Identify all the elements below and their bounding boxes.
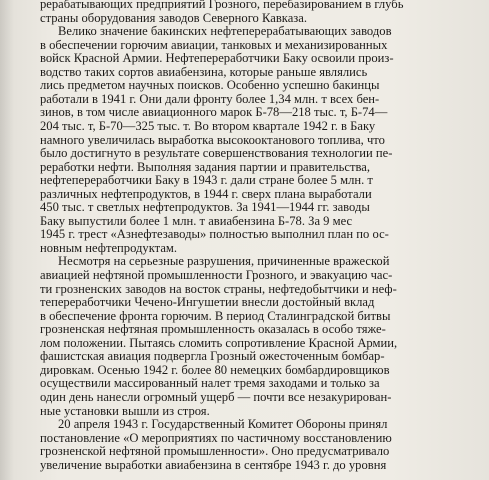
text-line: страны оборудования заводов Северного Кавказа. <box>40 10 308 25</box>
text-line: нефтепереработчики Баку в 1943 г. дали стране более 5 млн. т <box>40 173 373 188</box>
text-line: различных нефтепродуктов, в 1944 г. сверх плана выработали <box>40 186 372 201</box>
text-line: лом положении. Пытаясь сломить сопротивление Красной Армии, <box>40 335 398 350</box>
text-line: один день нанесли огромный ущерб — почти все незакурирован- <box>40 389 392 404</box>
text-line: дировкам. Осенью 1942 г. более 80 немецких бомбардировщиков <box>40 362 390 377</box>
text-line: было достигнуто в результате совершенствования технологии пе- <box>40 146 393 161</box>
text-line: намного увеличилась выработка высокооктанового топлива, что <box>40 132 385 147</box>
text-line: 204 тыс. т, Б-70—325 тыс. т. Во втором квартале 1942 г. в Баку <box>40 118 376 133</box>
text-line: водство таких сортов авиабензина, которые раньше являлись <box>40 64 368 79</box>
text-line: 450 тыс. т светлых нефтепродуктов. За 1941—1944 гг. заводы <box>40 200 370 215</box>
text-line: тепереработчики Чечено-Ингушетии внесли достойный вклад <box>40 295 375 310</box>
text-line: ти грозненских заводов на восток страны, нефтедобытчики и неф- <box>40 281 397 296</box>
text-line: новным нефтепродуктам. <box>40 240 178 255</box>
text-line: в обеспечение фронта горючим. В период Сталинградской битвы <box>40 308 391 323</box>
text-line: 20 апреля 1943 г. Государственный Комитет Обороны принял <box>58 417 388 432</box>
text-line: авиацией нефтяной промышленности Грозного, и эвакуацию час- <box>40 268 393 282</box>
text-line: Баку выпустили более 1 млн. т авиабензина Б-78. За 9 мес <box>40 213 353 228</box>
text-line: увеличение выработки авиабензина в сентябре 1943 г. до уровня <box>40 457 387 472</box>
text-line: войск Красной Армии. Нефтепереработчики Баку освоили произ- <box>40 51 394 66</box>
text-line: лись предметом научных поисков. Особенно успешно бакинцы <box>40 78 380 93</box>
text-line: грозненская нефтяная промышленность оказалась в особо тяже- <box>40 322 386 337</box>
text-line: фашистская авиация подвергла Грозный ожесточенным бомбар- <box>40 349 385 364</box>
text-line: Несмотря на серьезные разрушения, причиненные вражеской <box>58 254 390 269</box>
text-line: осуществили массированный налет тремя заходами и только за <box>40 376 380 391</box>
text-line: постановление «О мероприятиях по частичному восстановлению <box>40 430 392 445</box>
text-line: в обеспечении горючим авиации, танковых и механизированных <box>40 37 388 52</box>
text-line: 1945 г. трест «Азнефтезаводы» полностью выполнил план по ос- <box>40 227 389 242</box>
text-line: рерабатывающих предприятий Грозного, перебазированием в глубь <box>40 0 404 11</box>
text-line: ные установки вышли из строя. <box>40 403 210 418</box>
text-line: зинов, в том числе авиационного марок Б-78—218 тыс. т, Б-74— <box>40 105 388 120</box>
text-line: Велико значение бакинских нефтеперерабатывающих заводов <box>58 24 392 39</box>
text-line: реработки нефти. Выполняя задания партии и правительства, <box>40 159 371 174</box>
page-gutter-shadow <box>0 0 14 480</box>
text-line: грозненской нефтяной промышленности». Оно предусматривало <box>40 444 390 459</box>
text-line: работали в 1941 г. Они дали фронту более 1,34 млн. т всех бен- <box>40 91 380 106</box>
